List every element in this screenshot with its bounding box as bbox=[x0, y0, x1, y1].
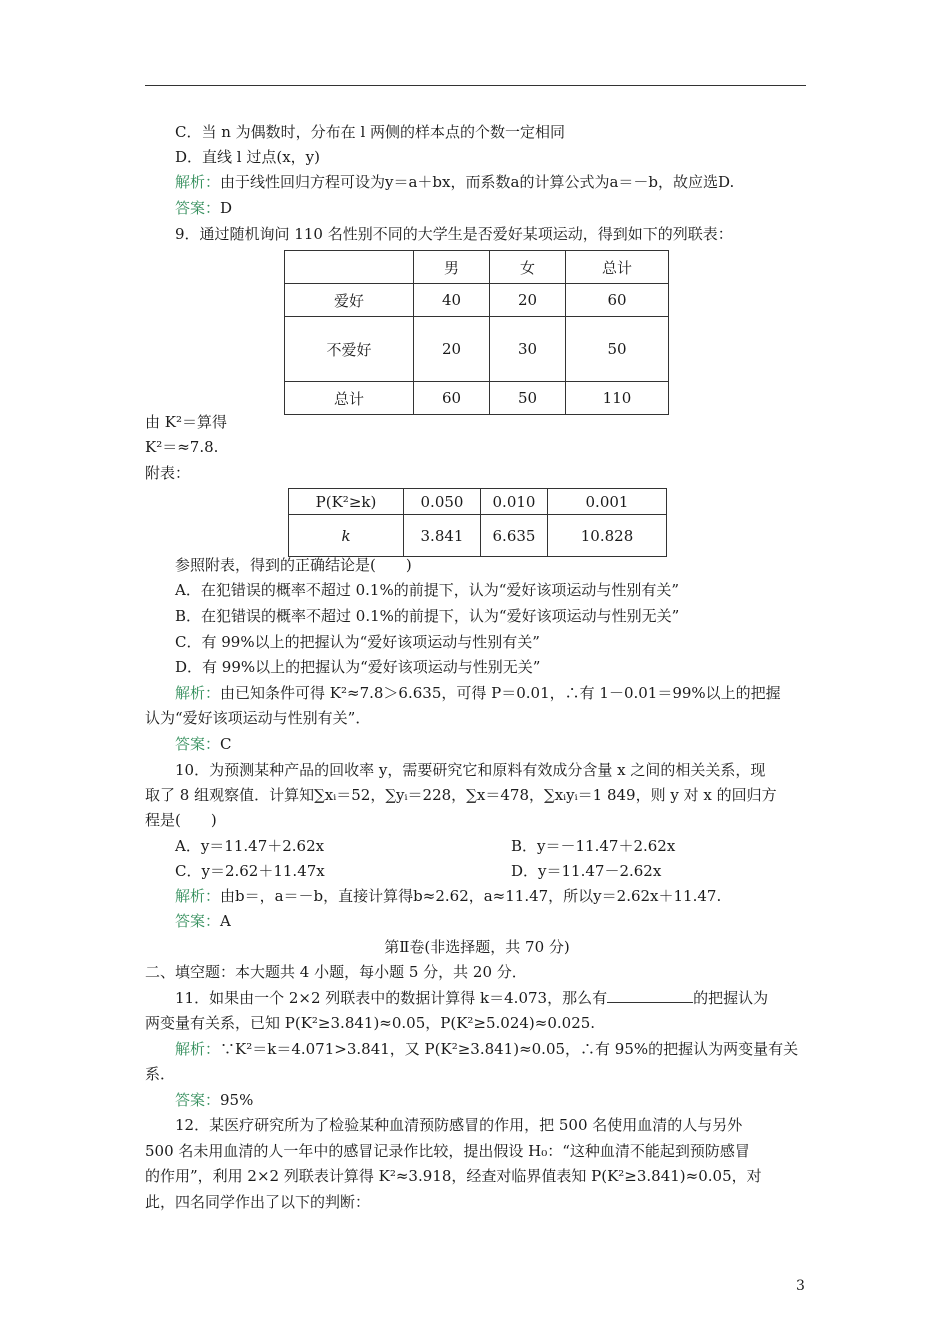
solution-text: 由b＝，a＝－b，直接计算得b≈2.62，a≈11.47，所以y＝2.62x＋11.47. bbox=[220, 887, 722, 905]
table-cell: 0.050 bbox=[404, 489, 481, 515]
question-text: 11．如果由一个 2×2 列联表中的数据计算得 k＝4.073，那么有 bbox=[175, 989, 608, 1007]
table-cell: 爱好 bbox=[285, 284, 414, 317]
solution-8 bbox=[175, 172, 809, 192]
table-cell: 40 bbox=[414, 284, 490, 317]
solution-11-cont: 系． bbox=[145, 1065, 176, 1083]
answer-9 bbox=[175, 734, 809, 754]
question-9-prompt: 参照附表，得到的正确结论是( ) bbox=[175, 556, 412, 574]
question-11 bbox=[175, 988, 809, 1008]
question-12-cont2: 的作用”，利用 2×2 列联表计算得 K²≈3.918，经查对临界值表知 P(K²≥3.841)≈0.05，对 bbox=[145, 1167, 762, 1185]
solution-label: 解析： bbox=[175, 684, 221, 702]
question-11-cont: 两变量有关系，已知 P(K²≥3.841)≈0.05，P(K²≥5.024)≈0.025. bbox=[145, 1014, 596, 1032]
table-cell: 6.635 bbox=[481, 515, 548, 557]
solution-label: 解析： bbox=[175, 1040, 221, 1058]
answer-value: A bbox=[220, 912, 231, 930]
table-cell: k bbox=[289, 515, 404, 557]
solution-text: 由已知条件可得 K²≈7.8＞6.635，可得 P＝0.01，∴有 1－0.01＝99%以上的把握 bbox=[220, 684, 781, 702]
table-row bbox=[289, 489, 667, 515]
table-header-cell: 男 bbox=[414, 251, 490, 284]
page-number: 3 bbox=[796, 1278, 805, 1294]
option-d: D．直线 l 过点(x，y) bbox=[175, 148, 320, 166]
option-d: D．有 99%以上的把握认为“爱好该项运动与性别无关” bbox=[175, 658, 541, 676]
solution-label: 解析： bbox=[175, 887, 221, 905]
table-cell: 30 bbox=[490, 317, 566, 382]
option-c: C．当 n 为偶数时，分布在 l 两侧的样本点的个数一定相同 bbox=[175, 123, 566, 141]
question-12-cont: 500 名未用血清的人一年中的感冒记录作比较，提出假设 H₀：“这种血清不能起到预防感冒 bbox=[145, 1142, 750, 1160]
appendix-label: 附表： bbox=[145, 464, 191, 482]
table-cell: 总计 bbox=[285, 382, 414, 415]
table-cell: P(K²≥k) bbox=[289, 489, 404, 515]
answer-value: D bbox=[220, 199, 233, 217]
option-d: D．y＝11.47－2.62x bbox=[511, 862, 662, 880]
solution-9-cont: 认为“爱好该项运动与性别有关”． bbox=[145, 709, 371, 727]
solution-text: 由于线性回归方程可设为y＝a＋bx，而系数a的计算公式为a＝－b，故应选D. bbox=[220, 173, 735, 191]
answer-label: 答案： bbox=[175, 1091, 221, 1109]
table-header-cell: 总计 bbox=[566, 251, 669, 284]
answer-blank bbox=[607, 988, 693, 1003]
option-c: C．有 99%以上的把握认为“爱好该项运动与性别有关” bbox=[175, 633, 540, 651]
option-b: B．y＝－11.47＋2.62x bbox=[511, 837, 676, 855]
table-cell: 20 bbox=[414, 317, 490, 382]
option-b: B．在犯错误的概率不超过 0.1%的前提下，认为“爱好该项运动与性别无关” bbox=[175, 607, 680, 625]
table-cell: 110 bbox=[566, 382, 669, 415]
option-a: A．在犯错误的概率不超过 0.1%的前提下，认为“爱好该项运动与性别有关” bbox=[175, 581, 680, 599]
table-header-cell: 女 bbox=[490, 251, 566, 284]
answer-value: C bbox=[220, 735, 232, 753]
solution-label: 解析： bbox=[175, 173, 221, 191]
question-10: 10．为预测某种产品的回收率 y，需要研究它和原料有效成分含量 x 之间的相关关系，现 bbox=[175, 761, 766, 779]
solution-10 bbox=[175, 886, 809, 906]
answer-label: 答案： bbox=[175, 912, 221, 930]
table-row bbox=[285, 317, 669, 382]
option-a: A．y＝11.47＋2.62x bbox=[175, 837, 325, 855]
question-text: 的把握认为 bbox=[693, 989, 769, 1007]
table-cell: 0.001 bbox=[548, 489, 667, 515]
solution-9 bbox=[175, 683, 809, 703]
answer-label: 答案： bbox=[175, 199, 221, 217]
table-row bbox=[285, 382, 669, 415]
answer-11 bbox=[175, 1090, 809, 1110]
table-cell: 50 bbox=[566, 317, 669, 382]
option-c: C．y＝2.62＋11.47x bbox=[175, 862, 325, 880]
critical-value-table bbox=[288, 488, 667, 557]
table-header-cell bbox=[285, 251, 414, 284]
solution-text: ∵K²＝k＝4.071>3.841，又 P(K²≥3.841)≈0.05，∴有 95%的把握认为两变量有关 bbox=[220, 1040, 799, 1058]
table-row bbox=[285, 284, 669, 317]
answer-10 bbox=[175, 911, 809, 931]
table-cell: 不爱好 bbox=[285, 317, 414, 382]
solution-11 bbox=[175, 1039, 809, 1059]
section-title: 第Ⅱ卷(非选择题，共 70 分) bbox=[384, 938, 570, 956]
question-12: 12．某医疗研究所为了检验某种血清预防感冒的作用，把 500 名使用血清的人与另外 bbox=[175, 1116, 743, 1134]
table-cell: 60 bbox=[566, 284, 669, 317]
question-10-cont: 取了 8 组观察值．计算知∑xᵢ＝52，∑yᵢ＝228，∑x＝478，∑xᵢyᵢ＝1 849，则 y 对 x 的回归方 bbox=[145, 786, 777, 804]
question-12-cont3: 此，四名同学作出了以下的判断： bbox=[145, 1193, 371, 1211]
table-cell: 10.828 bbox=[548, 515, 667, 557]
k2-value-line: K²＝≈7.8. bbox=[145, 438, 219, 456]
k2-formula-line: 由 K²＝算得 bbox=[145, 413, 227, 431]
table-cell: 60 bbox=[414, 382, 490, 415]
table-row bbox=[289, 515, 667, 557]
part-heading: 二、填空题：本大题共 4 小题，每小题 5 分，共 20 分． bbox=[145, 963, 527, 981]
table-cell: 3.841 bbox=[404, 515, 481, 557]
answer-label: 答案： bbox=[175, 735, 221, 753]
table-cell: 0.010 bbox=[481, 489, 548, 515]
header-rule bbox=[145, 85, 806, 86]
question-9: 9．通过随机询问 110 名性别不同的大学生是否爱好某项运动，得到如下的列联表： bbox=[175, 225, 733, 243]
answer-8 bbox=[175, 198, 809, 218]
table-cell: 50 bbox=[490, 382, 566, 415]
answer-value: 95% bbox=[220, 1091, 254, 1109]
contingency-table bbox=[284, 250, 669, 415]
table-cell: 20 bbox=[490, 284, 566, 317]
question-10-cont2: 程是( ) bbox=[145, 811, 217, 829]
